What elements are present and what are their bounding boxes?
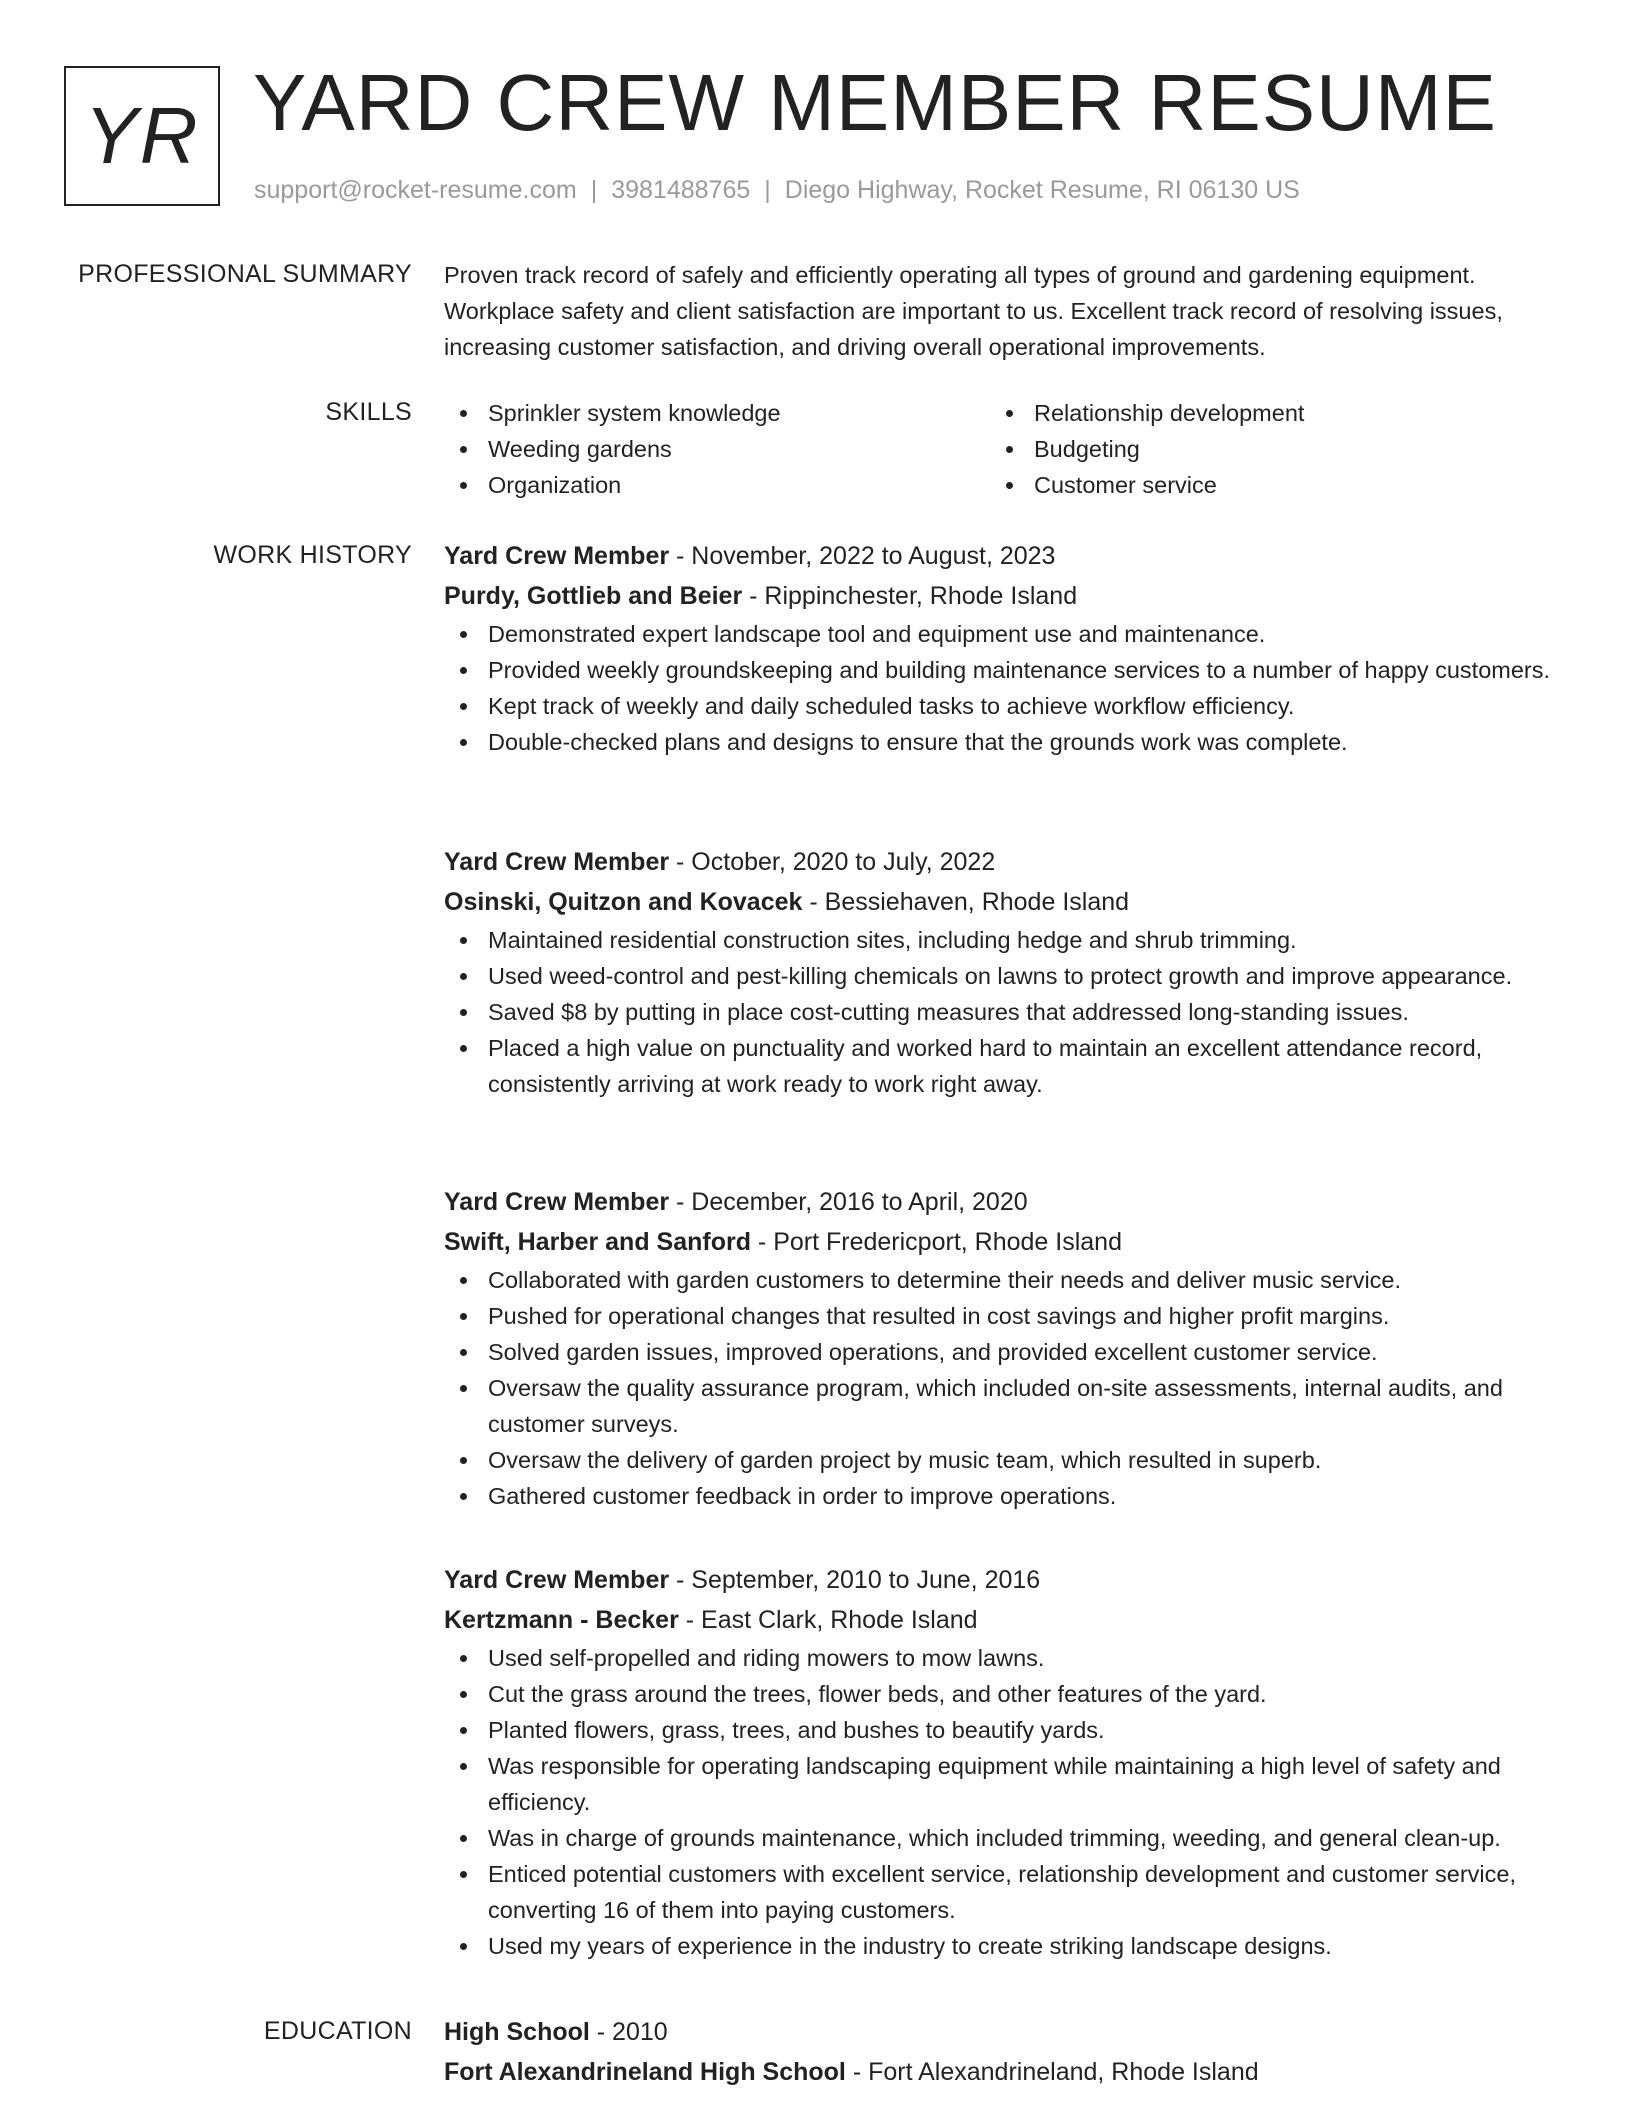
contact-address: Diego Highway, Rocket Resume, RI 06130 US [784,176,1300,204]
job-company-line [444,1222,1564,1262]
job-company-line [444,882,1564,922]
job-location: - Bessiehaven, Rhode Island [802,888,1130,916]
job-bullet: Double-checked plans and designs to ensure that the grounds work was complete. [444,724,1564,760]
job-bullets [444,922,1564,1102]
job-bullet: Enticed potential customers with excellent service, relationship development and customer service, converting 16 of them into paying customers. [444,1856,1564,1928]
education-entry [444,2012,1564,2092]
job-company: Osinski, Quitzon and Kovacek [444,888,803,916]
contact-phone[interactable]: 3981488765 [611,176,751,204]
contact-line [254,174,1574,206]
contact-separator: | [590,176,598,204]
job-bullet: Demonstrated expert landscape tool and equipment use and maintenance. [444,616,1564,652]
summary-text: Proven track record of safely and efficiently operating all types of ground and gardening equipment. Workplace safety and client satisfaction are important to us. Excellent track record of resolving issues, increasing customer satisfaction, and driving overall operational improvements. [444,262,1503,360]
skill-item: Weeding gardens [444,431,990,467]
job-entry [444,536,1564,760]
job-bullet: Provided weekly groundskeeping and building maintenance services to a number of happy customers. [444,652,1564,688]
education-school-line [444,2052,1564,2092]
job-bullet: Was responsible for operating landscaping equipment while maintaining a high level of safety and efficiency. [444,1748,1564,1820]
summary-heading: PROFESSIONAL SUMMARY [78,260,412,288]
skills-grid [444,395,1564,503]
job-title-line [444,842,1564,882]
job-title-line [444,536,1564,576]
job-bullets [444,1640,1564,1964]
job-company: Purdy, Gottlieb and Beier [444,582,743,610]
job-company-line [444,1600,1564,1640]
job-bullet: Used self-propelled and riding mowers to mow lawns. [444,1640,1564,1676]
job-bullet: Placed a high value on punctuality and worked hard to maintain an excellent attendance record, consistently arriving at work ready to work right away. [444,1030,1564,1102]
skills-body [444,395,1564,503]
job-company: Kertzmann - Becker [444,1606,679,1634]
job-entry [444,1182,1564,1514]
job-bullet: Kept track of weekly and daily scheduled tasks to achieve workflow efficiency. [444,688,1564,724]
job-title: Yard Crew Member [444,848,670,876]
skill-item: Sprinkler system knowledge [444,395,990,431]
job-location: - Port Fredericport, Rhode Island [750,1228,1122,1256]
job-bullet: Was in charge of grounds maintenance, which included trimming, weeding, and general clean-up. [444,1820,1564,1856]
job-bullets [444,616,1564,760]
job-title: Yard Crew Member [444,1566,670,1594]
job-bullet: Gathered customer feedback in order to improve operations. [444,1478,1564,1514]
job-bullet: Pushed for operational changes that resulted in cost savings and higher profit margins. [444,1298,1564,1334]
job-bullet: Oversaw the delivery of garden project by music team, which resulted in superb. [444,1442,1564,1478]
job-title-line [444,1182,1564,1222]
job-title: Yard Crew Member [444,542,670,570]
job-dates: - October, 2020 to July, 2022 [669,848,996,876]
job-bullets [444,1262,1564,1514]
contact-separator: | [764,176,771,204]
job-bullet: Maintained residential construction sites, including hedge and shrub trimming. [444,922,1564,958]
skill-item: Budgeting [990,431,1536,467]
job-entry [444,1560,1564,1964]
skill-item: Customer service [990,467,1536,503]
job-bullet: Oversaw the quality assurance program, which included on-site assessments, internal audits, and customer surveys. [444,1370,1564,1442]
job-company-line [444,576,1564,616]
skill-item: Organization [444,467,990,503]
job-dates: - November, 2022 to August, 2023 [669,542,1056,570]
contact-email[interactable]: support@rocket-resume.com [254,176,577,204]
job-title-line [444,1560,1564,1600]
job-title: Yard Crew Member [444,1188,670,1216]
education-year: - 2010 [589,2018,668,2046]
job-bullet: Planted flowers, grass, trees, and bushes to beautify yards. [444,1712,1564,1748]
education-heading: EDUCATION [263,2017,412,2045]
education-location: - Fort Alexandrineland, Rhode Island [845,2058,1259,2086]
job-bullet: Saved $8 by putting in place cost-cutting measures that addressed long-standing issues. [444,994,1564,1030]
job-location: - Rippinchester, Rhode Island [742,582,1078,610]
education-school: Fort Alexandrineland High School [444,2058,846,2086]
job-dates: - September, 2010 to June, 2016 [669,1566,1041,1594]
job-dates: - December, 2016 to April, 2020 [669,1188,1028,1216]
education-degree: High School [444,2018,590,2046]
skills-list-right [990,395,1536,503]
job-bullet: Cut the grass around the trees, flower beds, and other features of the yard. [444,1676,1564,1712]
skills-heading: SKILLS [325,398,412,426]
job-company: Swift, Harber and Sanford [444,1228,751,1256]
job-entry [444,842,1564,1102]
job-location: - East Clark, Rhode Island [678,1606,978,1634]
job-bullet: Solved garden issues, improved operations, and provided excellent customer service. [444,1334,1564,1370]
monogram-logo: YR [64,66,220,206]
skills-list-left [444,395,990,503]
resume-title: YARD CREW MEMBER RESUME [253,58,1497,147]
job-bullet: Used weed-control and pest-killing chemicals on lawns to protect growth and improve appearance. [444,958,1564,994]
education-degree-line [444,2012,1564,2052]
job-bullet: Collaborated with garden customers to determine their needs and deliver music service. [444,1262,1564,1298]
skill-item: Relationship development [990,395,1536,431]
job-bullet: Used my years of experience in the industry to create striking landscape designs. [444,1928,1564,1964]
work-history-heading: WORK HISTORY [213,541,412,569]
